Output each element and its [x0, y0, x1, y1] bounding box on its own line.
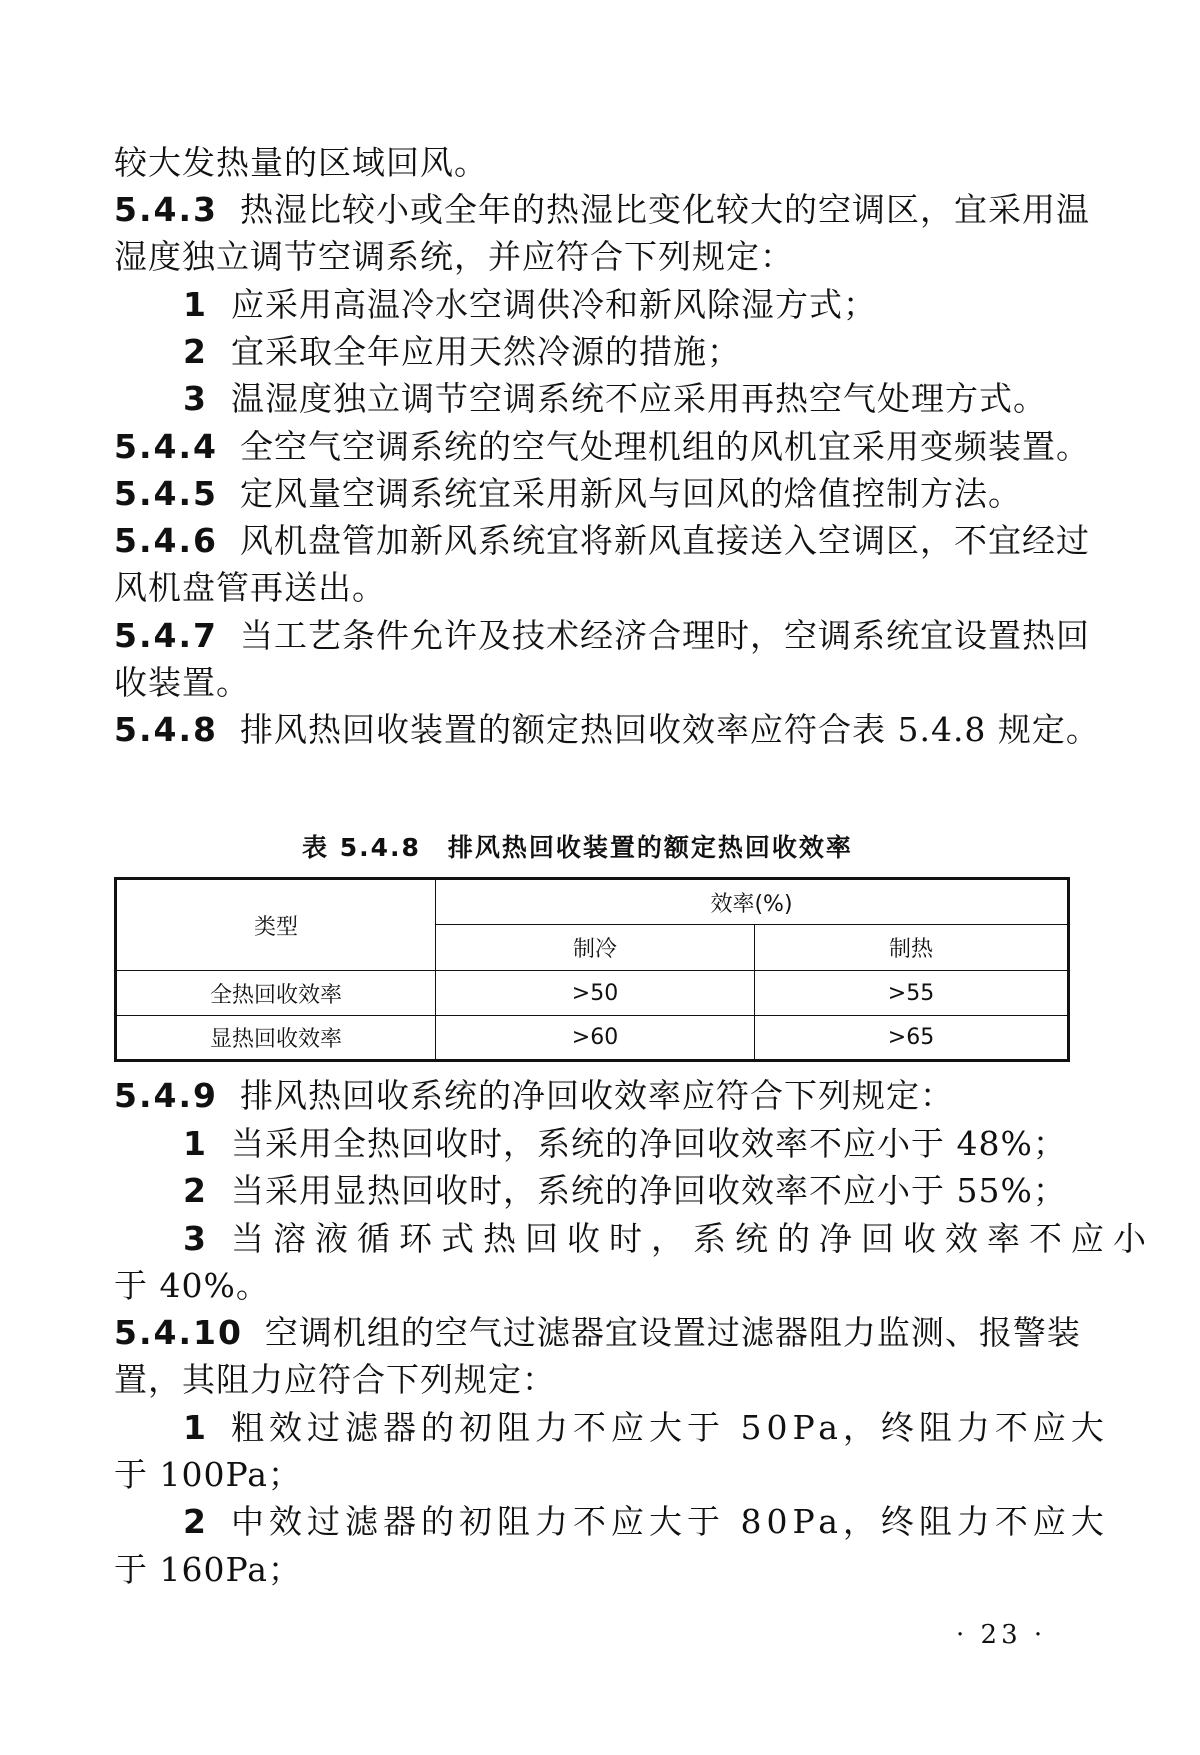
list-item [183, 1171, 1067, 1211]
table-cell: >55 [755, 971, 1069, 1016]
item-number: 2 [183, 1502, 206, 1541]
clause-text: 热湿比较小或全年的热湿比变化较大的空调区，宜采用温 [239, 190, 1090, 229]
clause-5-4-8 [114, 710, 1100, 750]
item-text: 中效过滤器的初阻力不应大于 80Pa，终阻力不应大 [231, 1502, 1109, 1541]
page-number: · 23 · [956, 1620, 1047, 1650]
item-number: 1 [183, 1124, 207, 1163]
table-cell: >65 [755, 1016, 1069, 1061]
table-cell: 显热回收效率 [116, 1016, 436, 1061]
item-text: 当溶液循环式热回收时，系统的净回收效率不应小 [231, 1219, 1155, 1258]
table-caption: 表 5.4.8 排风热回收装置的额定热回收效率 [302, 833, 853, 862]
table-header-heating: 制热 [755, 925, 1069, 971]
clause-5-4-9 [114, 1076, 954, 1116]
item-text: 当采用全热回收时，系统的净回收效率不应小于 48%； [231, 1124, 1067, 1163]
clause-number: 5.4.9 [114, 1076, 218, 1115]
list-item [183, 379, 1047, 419]
clause-text: 全空气空调系统的空气处理机组的风机宜采用变频装置。 [239, 427, 1090, 466]
clause-number: 5.4.10 [114, 1313, 243, 1352]
text-line: 置，其阻力应符合下列规定： [114, 1360, 556, 1399]
item-text: 温湿度独立调节空调系统不应采用再热空气处理方式。 [231, 379, 1047, 418]
item-text: 当采用显热回收时，系统的净回收效率不应小于 55%； [231, 1171, 1067, 1210]
table-header-cooling: 制冷 [436, 925, 755, 971]
table-header-type: 类型 [116, 879, 436, 971]
item-number: 1 [183, 285, 207, 324]
clause-number: 5.4.5 [114, 474, 218, 513]
clause-number: 5.4.3 [114, 190, 218, 229]
list-item [183, 332, 741, 372]
table-header-efficiency: 效率(%) [436, 879, 1069, 925]
text-line: 于 100Pa； [114, 1455, 302, 1494]
item-number: 1 [183, 1408, 206, 1447]
text-line: 于 40%。 [114, 1266, 270, 1305]
clause-text: 排风热回收系统的净回收效率应符合下列规定： [239, 1076, 954, 1115]
clause-number: 5.4.8 [114, 710, 218, 749]
text-line: 湿度独立调节空调系统，并应符合下列规定： [114, 237, 794, 276]
table-row [116, 971, 1069, 1016]
list-item [183, 1124, 1067, 1164]
efficiency-table [114, 877, 1070, 1062]
list-item [183, 1502, 1109, 1542]
item-number: 2 [183, 1171, 207, 1210]
text-line: 较大发热量的区域回风。 [114, 143, 488, 182]
clause-text: 排风热回收装置的额定热回收效率应符合表 5.4.8 规定。 [239, 710, 1100, 749]
clause-text: 风机盘管加新风系统宜将新风直接送入空调区，不宜经过 [239, 521, 1090, 560]
table-cell: >60 [436, 1016, 755, 1061]
clause-5-4-3 [114, 190, 1090, 230]
clause-text: 定风量空调系统宜采用新风与回风的焓值控制方法。 [239, 474, 1022, 513]
clause-5-4-7 [114, 616, 1090, 656]
clause-number: 5.4.6 [114, 521, 218, 560]
item-text: 宜采取全年应用天然冷源的措施； [231, 332, 741, 371]
list-item [183, 1219, 1155, 1259]
clause-number: 5.4.4 [114, 427, 218, 466]
clause-5-4-5 [114, 474, 1022, 514]
text-line: 于 160Pa； [114, 1550, 302, 1589]
clause-number: 5.4.7 [114, 616, 218, 655]
text-line: 风机盘管再送出。 [114, 568, 386, 607]
item-number: 2 [183, 332, 207, 371]
table-cell: >50 [436, 971, 755, 1016]
clause-5-4-10 [114, 1313, 1081, 1353]
list-item [183, 1408, 1109, 1448]
item-text: 应采用高温冷水空调供冷和新风除湿方式； [231, 285, 877, 324]
table-row [116, 1016, 1069, 1061]
clause-5-4-6 [114, 521, 1090, 561]
text-line: 收装置。 [114, 663, 250, 702]
list-item [183, 285, 877, 325]
clause-text: 空调机组的空气过滤器宜设置过滤器阻力监测、报警装 [264, 1313, 1081, 1352]
item-number: 3 [183, 379, 207, 418]
item-text: 粗效过滤器的初阻力不应大于 50Pa，终阻力不应大 [231, 1408, 1109, 1447]
table-cell: 全热回收效率 [116, 971, 436, 1016]
clause-5-4-4 [114, 427, 1090, 467]
clause-text: 当工艺条件允许及技术经济合理时，空调系统宜设置热回 [239, 616, 1090, 655]
item-number: 3 [183, 1219, 206, 1258]
